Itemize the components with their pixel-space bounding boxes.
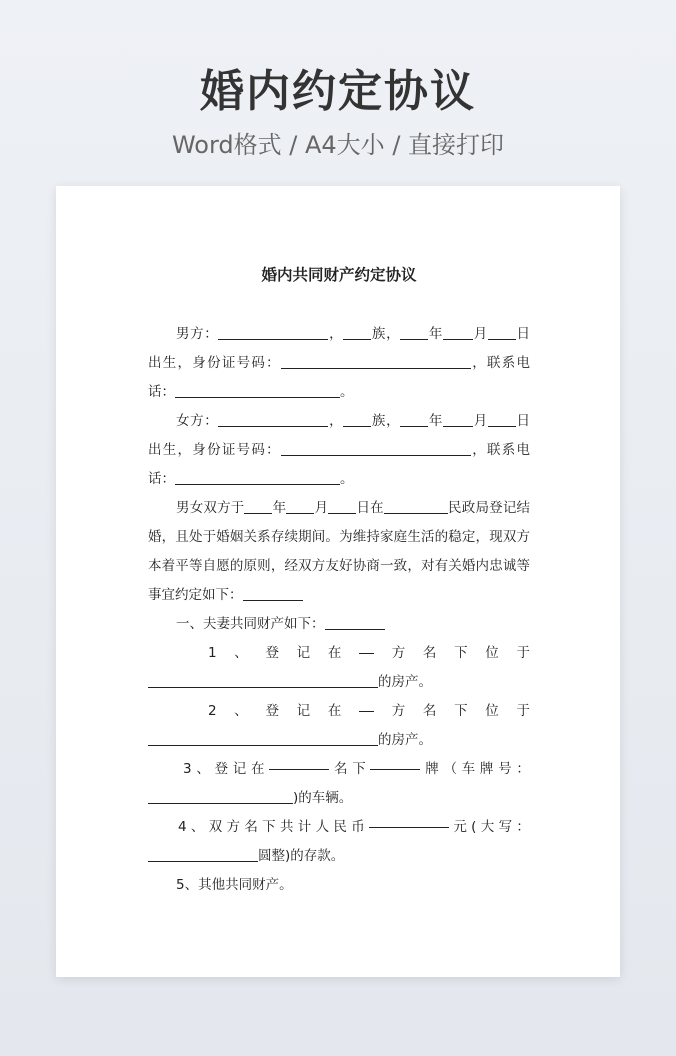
item-4-amount-line: 圆整)的存款。 [148, 842, 530, 871]
bureau-blank[interactable] [384, 499, 448, 514]
female-label: 女方： [176, 413, 219, 429]
marriage-month-blank[interactable] [286, 499, 314, 514]
plate-number-blank[interactable] [148, 789, 293, 804]
section-1-heading: 一、夫妻共同财产如下： [148, 610, 530, 639]
amount-words-blank[interactable] [148, 847, 258, 862]
main-title: 婚内约定协议 [200, 66, 476, 117]
house-address-blank[interactable] [148, 731, 378, 746]
id-number-blank[interactable] [281, 354, 471, 369]
owner-blank[interactable] [359, 639, 374, 654]
section-1-blank[interactable] [325, 615, 385, 630]
owner-blank[interactable] [359, 697, 374, 712]
female-party-paragraph: 女方： ， 族， 年 月 日出生，身份证号码： ，联系电话： 。 [148, 413, 531, 487]
document-page [56, 186, 620, 977]
item-5-line: 5、其他共同财产。 [176, 877, 293, 893]
amount-blank[interactable] [369, 813, 449, 828]
document-body [148, 320, 530, 900]
house-address-blank[interactable] [148, 673, 378, 688]
item-2-line: 2 、 登 记 在 方 名 下 位 于 [148, 697, 530, 726]
id-number-blank[interactable] [281, 441, 471, 456]
document-title: 婚内共同财产约定协议 [261, 266, 417, 284]
name-blank[interactable] [218, 412, 328, 427]
ethnicity-blank[interactable] [343, 325, 371, 340]
item-4-line: 4 、 双 方 名 下 共 计 人 民 币 元 ( 大 写 ： [148, 813, 530, 842]
marriage-year-blank[interactable] [244, 499, 272, 514]
day-blank[interactable] [488, 412, 516, 427]
item-1-address-line: 的房产。 [148, 668, 530, 697]
male-label: 男方： [176, 326, 219, 342]
header [0, 62, 676, 162]
agreement-blank[interactable] [243, 586, 303, 601]
male-party-paragraph: 男方： ， 族， 年 月 日出生，身份证号码： ，联系电话： 。 [148, 326, 531, 400]
car-owner-blank[interactable] [269, 755, 329, 770]
phone-blank[interactable] [175, 470, 340, 485]
item-3-plate-line: )的车辆。 [148, 784, 530, 813]
month-blank[interactable] [443, 412, 473, 427]
ethnicity-blank[interactable] [343, 412, 371, 427]
marriage-day-blank[interactable] [328, 499, 356, 514]
item-1-line: 1 、 登 记 在 方 名 下 位 于 [148, 639, 530, 668]
marriage-paragraph: 男女双方于 年 月 日在 民政局登记结婚，且处于婚姻关系存续期间。为维持家庭生活的稳定，现双方本着平等自愿的原则，经双方友好协商一致，对有关婚内忠诚等事宜约定如下： [148, 500, 531, 603]
month-blank[interactable] [443, 325, 473, 340]
year-blank[interactable] [400, 325, 428, 340]
phone-blank[interactable] [175, 383, 340, 398]
item-3-line: 3 、 登 记 在 名 下 牌 （ 车 牌 号 ： [148, 755, 530, 784]
day-blank[interactable] [488, 325, 516, 340]
year-blank[interactable] [400, 412, 428, 427]
item-2-address-line: 的房产。 [148, 726, 530, 755]
name-blank[interactable] [218, 325, 328, 340]
car-brand-blank[interactable] [370, 755, 420, 770]
subtitle: Word格式 / A4大小 / 直接打印 [171, 131, 505, 159]
